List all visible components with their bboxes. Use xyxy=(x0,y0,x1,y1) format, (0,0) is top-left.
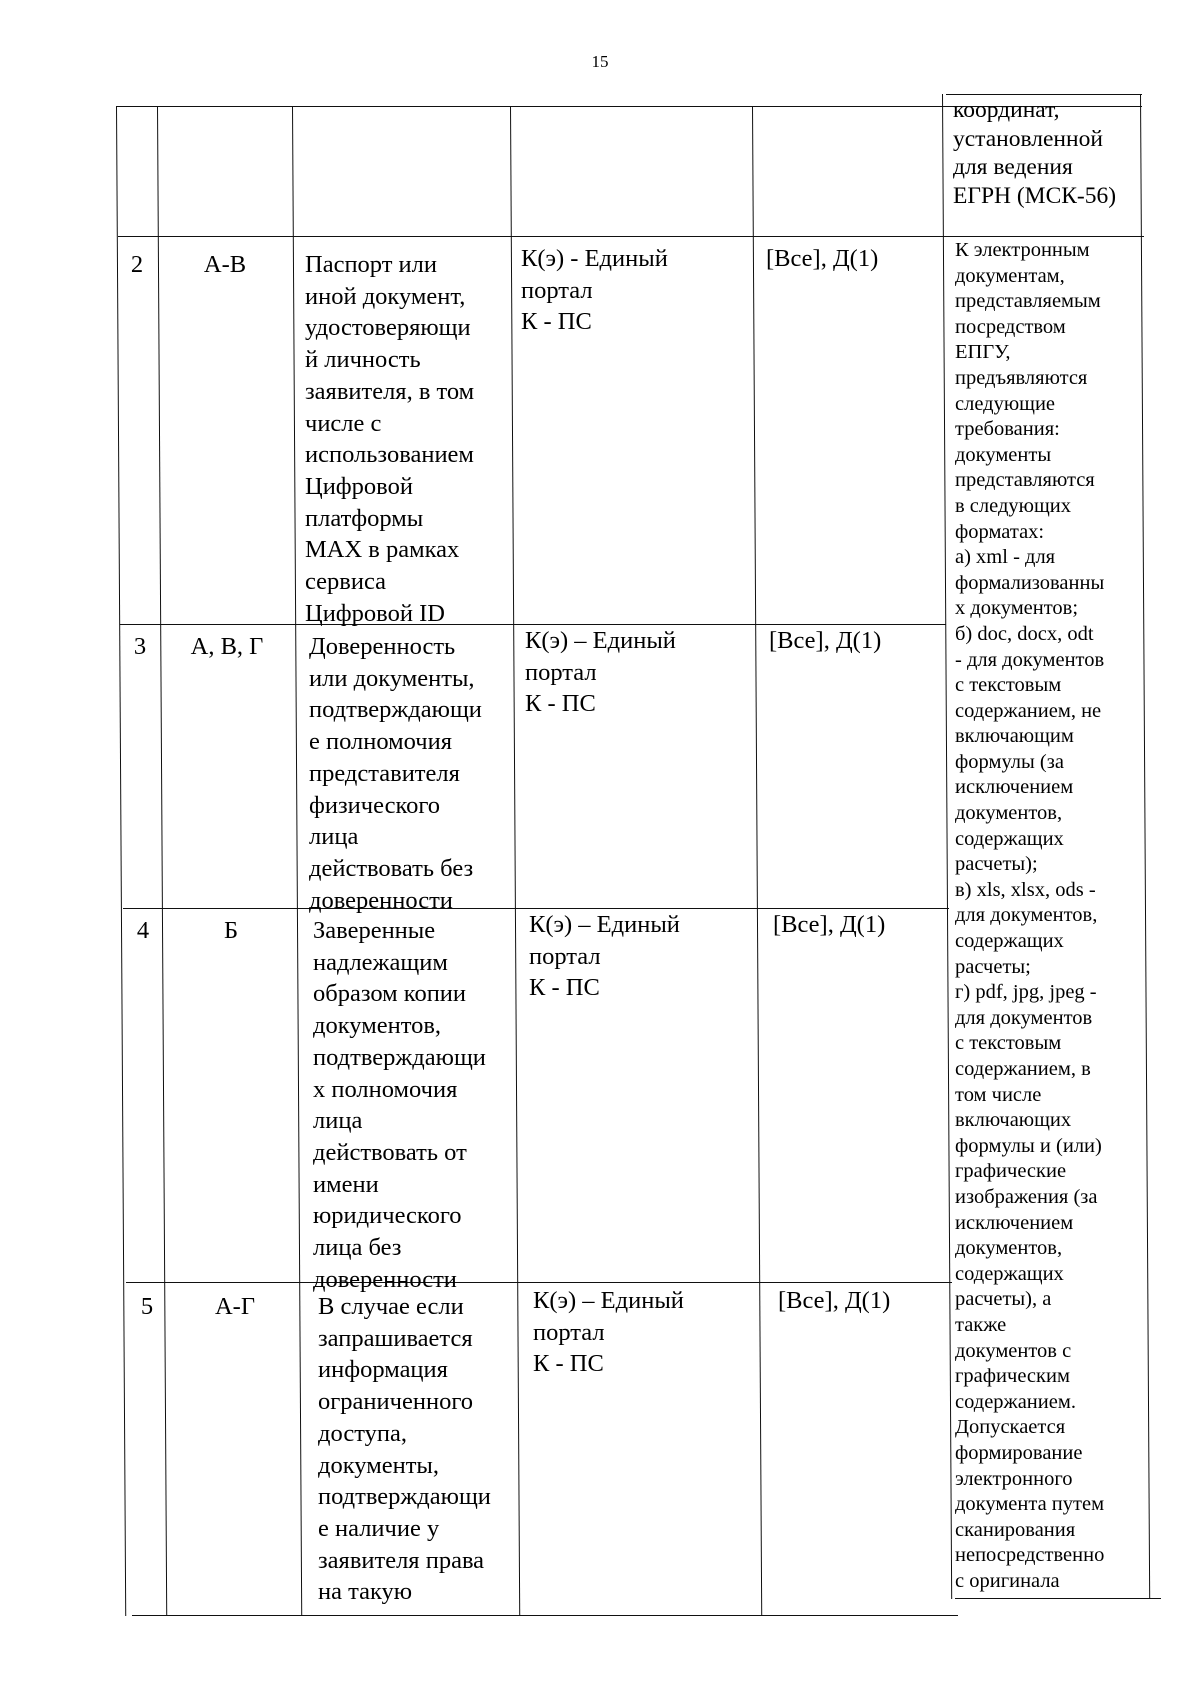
row-5-document: В случае если запрашивается информация ограниченного доступа, документы, подтверждающи е наличие у заявителя права на такую xyxy=(318,1293,491,1606)
row-5-applicability: [Все], Д(1) xyxy=(778,1287,891,1314)
row-4-number: 4 xyxy=(136,917,150,944)
row-5-submission: К(э) – Единый портал К - ПС xyxy=(533,1287,684,1378)
row-5-top-border xyxy=(126,1282,952,1283)
col-left-border xyxy=(116,106,126,1616)
row-3-submission: К(э) – Единый портал К - ПС xyxy=(525,627,676,718)
row-5-number: 5 xyxy=(140,1293,154,1320)
row-4-categories: Б xyxy=(223,917,239,944)
row-3-number: 3 xyxy=(133,633,147,660)
row-3-applicability: [Все], Д(1) xyxy=(769,627,882,654)
row-5-categories: А-Г xyxy=(214,1293,256,1320)
row-2-submission: К(э) - Единый портал К - ПС xyxy=(521,245,668,336)
requirements-bottom-border xyxy=(955,1598,1161,1599)
row-4-document: Заверенные надлежащим образом копии документов, подтверждающи х полномочия лица действовать от имени юридического лица без доверенности xyxy=(313,917,486,1293)
row-3-document: Доверенность или документы, подтверждающи е полномочия представителя физического лица действовать без доверенности xyxy=(309,633,482,914)
row-2-document: Паспорт или иной документ, удостоверяющи й личность заявителя, в том числе с использованием Цифровой платформы MAX в рамках сервиса Цифровой ID xyxy=(305,251,475,627)
row-3-categories: А, В, Г xyxy=(190,633,264,660)
col-num-border xyxy=(157,106,167,1616)
col-sub-border xyxy=(752,106,762,1616)
requirements-text: К электронным документам, представляемым посредством ЕПГУ, предъявляются следующие требования: документы представляются в следующих форматах: а) xml - для формализованны х документов; б) doc, docx, odt - для документов с текстовым содержанием, не включающим формулы (за исключением документов, содержащих расчеты); в) xls, xlsx, ods - для документов, содержащих расчеты; г) pdf, jpg, jpeg - для документов с текстовым содержанием, в том числе включающих формулы и (или) графические изображения (за исключением документов, содержащих расчеты), а также документов с графическим содержанием. Допускается формирование электронного документа путем сканирования непосредственно с оригинала xyxy=(955,239,1105,1592)
page-number: 15 xyxy=(591,52,609,71)
row-2-number: 2 xyxy=(130,251,144,278)
row-4-applicability: [Все], Д(1) xyxy=(773,911,886,938)
row-2-top-border xyxy=(118,236,1144,237)
requirements-continuation: координат, установленной для ведения ЕГРН (МСК-56) xyxy=(953,97,1117,209)
col-app-border xyxy=(942,94,952,1599)
row-2-categories: А-В xyxy=(203,251,247,278)
requirements-top-border xyxy=(946,94,1142,95)
row-2-applicability: [Все], Д(1) xyxy=(766,245,879,272)
row-4-submission: К(э) – Единый портал К - ПС xyxy=(529,911,680,1002)
col-cat-border xyxy=(292,106,302,1616)
table-bottom-border xyxy=(132,1615,958,1616)
